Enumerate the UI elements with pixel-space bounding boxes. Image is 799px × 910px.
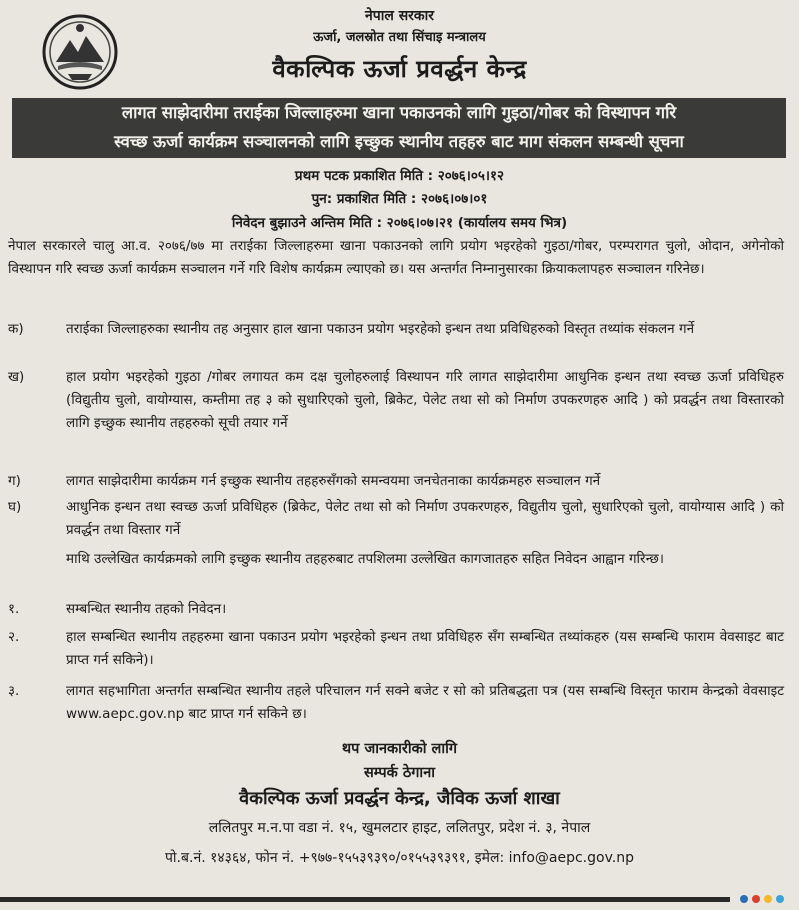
document-text: लागत सहभागिता अन्तर्गत सम्बन्धित स्थानीय तहले परिचालन गर्न सक्ने बजेट र सो को प्रतिबद्धता पत्र (यस सम्बन्धि विस्तृत फाराम केन्द्रको वेवसाइट www.aepc.gov.np बाट प्राप्त गर्न सकिने छ। xyxy=(66,683,784,722)
org-name-ministry: ऊर्जा, जलस्रोत तथा सिंचाइ मन्त्रालय xyxy=(313,30,486,45)
decor-dot-icon xyxy=(752,895,760,903)
deadline-date: निवेदन बुझाउने अन्तिम मिति : २०७६।०७।२१ (कार्यालय समय भित्र) xyxy=(231,215,568,231)
document-label: २. xyxy=(8,629,20,645)
notice-title-banner xyxy=(12,98,786,158)
activity-text: लागत साझेदारीमा कार्यक्रम गर्न इच्छुक स्थानीय तहहरुसँगको समन्वयमा जनचेतनाका कार्यक्रमहरु सञ्चालन गर्ने xyxy=(66,473,601,489)
document-text: हाल सम्बन्धित स्थानीय तहहरुमा खाना पकाउन प्रयोग भइरहेको इन्धन तथा प्रविधिहरु सँग सम्बन्धित तथ्यांकहरु (यस सम्बन्धि फाराम वेवसाइट बाट प्राप्त गर्न सकिने)। xyxy=(66,629,784,668)
decor-dot-icon xyxy=(776,895,784,903)
contact-phone-email: पो.ब.नं. १४३६४, फोन नं. +९७७-१५५३९३९०/०१५५३९३९१, इमेल: info@aepc.gov.np xyxy=(164,850,634,866)
activity-label: क) xyxy=(8,321,24,337)
contact-address: ललितपुर म.न.पा वडा नं. १५, खुमलटार हाइट, ललितपुर, प्रदेश नं. ३, नेपाल xyxy=(208,820,591,836)
org-name-government: नेपाल सरकार xyxy=(364,8,434,24)
activity-label: ख) xyxy=(8,369,25,385)
activity-label: घ) xyxy=(8,499,22,515)
activity-text: तराईका जिल्लाहरुका स्थानीय तह अनुसार हाल खाना पकाउन प्रयोग भइरहेको इन्धन तथा प्रविधिहरुको विस्तृत तथ्यांक संकलन गर्ने xyxy=(66,321,695,337)
contact-subheading: सम्पर्क ठेगाना xyxy=(364,765,435,781)
first-published-date: प्रथम पटक प्रकाशित मिति : २०७६।०५।१२ xyxy=(294,168,505,184)
document-label: ३. xyxy=(8,683,20,699)
contact-organization: वैकल्पिक ऊर्जा प्रवर्द्धन केन्द्र, जैविक ऊर्जा शाखा xyxy=(239,788,560,809)
document-text: सम्बन्धित स्थानीय तहको निवेदन। xyxy=(66,601,227,617)
activity-text: आधुनिक इन्धन तथा स्वच्छ ऊर्जा प्रविधिहरु (ब्रिकेट, पेलेट तथा सो को निर्माण उपकरणहरु, विद्युतीय चुलो, सुधारिएको चुलो, वायोग्यास आदि ) को प्रवर्द्धन तथा विस्तार गर्ने xyxy=(66,499,784,538)
notice-title-line-1: लागत साझेदारीमा तराईका जिल्लाहरुमा खाना पकाउनको लागि गुइठा/गोबर को विस्थापन गरि xyxy=(121,103,677,122)
decor-dot-icon xyxy=(740,895,748,903)
intro-paragraph: नेपाल सरकारले चालु आ.व. २०७६/७७ मा तराईका जिल्लाहरुमा खाना पकाउनको लागि प्रयोग भइरहेको गुइठा/गोबर, परम्परागत चुलो, ओदान, अगेनोको विस्थापन गरि स्वच्छ ऊर्जा कार्यक्रम सञ्चालन गर्ने गरि विशेष कार्यक्रम ल्याएको छ। यस अन्तर्गत निम्नानुसारका क्रियाकलापहरु सञ्चालन गरिनेछ। xyxy=(8,238,784,277)
activity-label: ग) xyxy=(8,473,21,489)
notice-header xyxy=(0,0,799,96)
document-label: १. xyxy=(8,601,20,617)
notice-title-line-2: स्वच्छ ऊर्जा कार्यक्रम सञ्चालनको लागि इच्छुक स्थानीय तहहरु बाट माग संकलन सम्बन्धी सूचना xyxy=(114,132,684,151)
bottom-rule xyxy=(0,897,730,902)
republished-date: पुन: प्रकाशित मिति : २०७६।०७।०१ xyxy=(311,191,488,207)
activity-text: हाल प्रयोग भइरहेको गुइठा /गोबर लगायत कम दक्ष चुलोहरुलाई विस्थापन गरि लागत साझेदारीमा आधुनिक इन्धन तथा स्वच्छ ऊर्जा प्रविधिहरु (विद्युतीय चुलो, वायोग्यास, कम्तीमा तह ३ को सुधारिएको चुलो, ब्रिकेट, पेलेट तथा सो को निर्माण उपकरणहरु आदि ) को प्रवर्द्धन तथा विस्तारको लागि इच्छुक स्थानीय तहहरुको सूची तयार गर्ने xyxy=(66,369,784,431)
org-name-centre: वैकल्पिक ऊर्जा प्रवर्द्धन केन्द्र xyxy=(272,55,527,83)
decor-dot-icon xyxy=(764,895,772,903)
contact-heading: थप जानकारीको लागि xyxy=(341,741,458,757)
